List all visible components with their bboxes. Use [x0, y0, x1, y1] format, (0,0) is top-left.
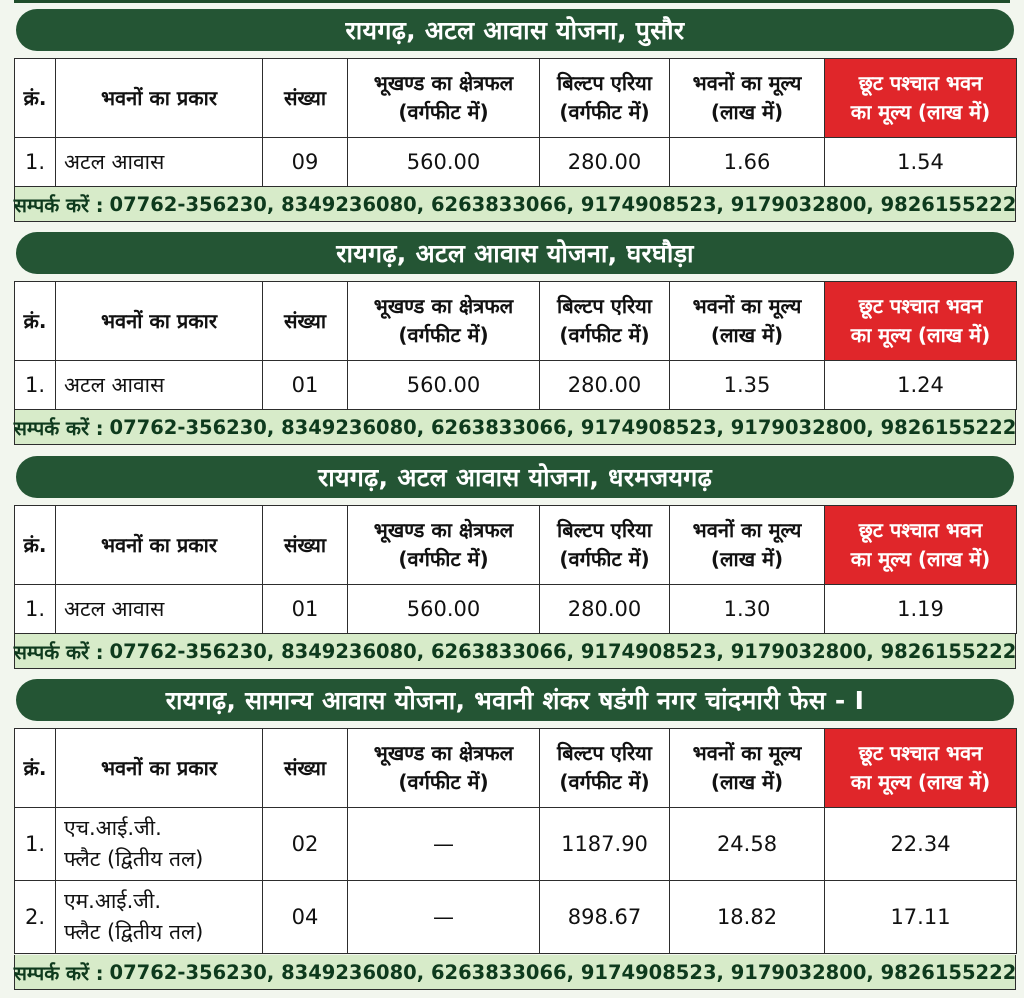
header-builtup — [540, 282, 670, 361]
header-discount-price — [825, 506, 1017, 585]
header-builtup-line2: (वर्गफीट में) — [559, 547, 650, 571]
header-discount-line2: का मूल्य (लाख में) — [850, 100, 991, 124]
table-row — [15, 138, 1017, 187]
header-type: भवनों का प्रकार — [56, 729, 263, 808]
header-builtup-line1: बिल्टप एरिया — [557, 294, 652, 318]
table-row — [15, 808, 1017, 881]
contact-bar — [14, 187, 1016, 222]
table-header-row — [15, 729, 1017, 808]
header-type: भवनों का प्रकार — [56, 59, 263, 138]
cell-type-line2: फ्लैट (द्वितीय तल) — [64, 847, 204, 871]
contact-bar — [14, 410, 1016, 445]
contact-bar — [14, 955, 1016, 990]
cell-plot-area: — — [348, 881, 540, 954]
header-price-line1: भवनों का मूल्य — [692, 741, 802, 765]
header-discount-line1: छूट पश्चात भवन — [858, 741, 983, 765]
section-title: रायगढ़, अटल आवास योजना, धरमजयगढ़ — [16, 456, 1014, 498]
header-discount-line1: छूट पश्चात भवन — [858, 518, 983, 542]
contact-numbers: 07762-356230, 8349236080, 6263833066, 9174908523, 9179032800, 9826155222 — [109, 960, 1017, 984]
section-title: रायगढ़, अटल आवास योजना, पुसौर — [16, 9, 1014, 51]
header-plot-area-line1: भूखण्ड का क्षेत्रफल — [373, 741, 514, 765]
header-type: भवनों का प्रकार — [56, 282, 263, 361]
cell-plot-area: 560.00 — [348, 138, 540, 187]
cell-builtup: 280.00 — [540, 585, 670, 634]
cell-type: अटल आवास — [56, 138, 263, 187]
table-row — [15, 881, 1017, 954]
cell-builtup: 280.00 — [540, 138, 670, 187]
header-plot-area — [348, 282, 540, 361]
contact-label: सम्पर्क करें : — [13, 416, 104, 440]
header-plot-area-line1: भूखण्ड का क्षेत्रफल — [373, 294, 514, 318]
cell-type: अटल आवास — [56, 585, 263, 634]
header-plot-area-line2: (वर्गफीट में) — [398, 770, 489, 794]
header-plot-area — [348, 729, 540, 808]
header-plot-area-line2: (वर्गफीट में) — [398, 100, 489, 124]
cell-sno: 1. — [15, 585, 56, 634]
header-sno: क्रं. — [15, 506, 56, 585]
header-discount-price — [825, 282, 1017, 361]
contact-label: सम्पर्क करें : — [13, 640, 104, 664]
contact-label: सम्पर्क करें : — [13, 193, 104, 217]
header-price — [670, 729, 825, 808]
table-row — [15, 361, 1017, 410]
header-builtup — [540, 506, 670, 585]
contact-numbers: 07762-356230, 8349236080, 6263833066, 9174908523, 9179032800, 9826155222 — [109, 639, 1017, 663]
cell-discount-price: 1.54 — [825, 138, 1017, 187]
cell-count: 01 — [263, 361, 348, 410]
cell-type-line1: एम.आई.जी. — [64, 889, 161, 913]
cell-price: 1.66 — [670, 138, 825, 187]
header-plot-area-line1: भूखण्ड का क्षेत्रफल — [373, 71, 514, 95]
header-builtup-line2: (वर्गफीट में) — [559, 323, 650, 347]
cell-count: 02 — [263, 808, 348, 881]
price-table — [14, 728, 1017, 954]
header-discount-line1: छूट पश्चात भवन — [858, 294, 983, 318]
cell-sno: 1. — [15, 361, 56, 410]
header-price-line2: (लाख में) — [710, 323, 784, 347]
contact-label: सम्पर्क करें : — [13, 961, 104, 985]
header-count: संख्या — [263, 506, 348, 585]
cell-price: 1.30 — [670, 585, 825, 634]
cell-type: अटल आवास — [56, 361, 263, 410]
cell-type — [56, 881, 263, 954]
cell-plot-area: 560.00 — [348, 361, 540, 410]
cell-sno: 1. — [15, 808, 56, 881]
table-header-row — [15, 506, 1017, 585]
header-price — [670, 506, 825, 585]
header-count: संख्या — [263, 59, 348, 138]
contact-bar — [14, 634, 1016, 669]
header-plot-area-line2: (वर्गफीट में) — [398, 547, 489, 571]
cell-sno: 1. — [15, 138, 56, 187]
cell-price: 18.82 — [670, 881, 825, 954]
price-table — [14, 281, 1017, 410]
header-sno: क्रं. — [15, 729, 56, 808]
cell-sno: 2. — [15, 881, 56, 954]
cell-count: 09 — [263, 138, 348, 187]
header-price-line2: (लाख में) — [710, 770, 784, 794]
cell-type-line2: फ्लैट (द्वितीय तल) — [64, 920, 204, 944]
header-plot-area-line1: भूखण्ड का क्षेत्रफल — [373, 518, 514, 542]
table-header-row — [15, 282, 1017, 361]
header-discount-price — [825, 729, 1017, 808]
cell-plot-area: 560.00 — [348, 585, 540, 634]
cell-count: 04 — [263, 881, 348, 954]
cell-plot-area: — — [348, 808, 540, 881]
header-builtup-line2: (वर्गफीट में) — [559, 100, 650, 124]
header-price-line1: भवनों का मूल्य — [692, 294, 802, 318]
header-type: भवनों का प्रकार — [56, 506, 263, 585]
header-plot-area — [348, 59, 540, 138]
header-discount-line2: का मूल्य (लाख में) — [850, 770, 991, 794]
contact-numbers: 07762-356230, 8349236080, 6263833066, 9174908523, 9179032800, 9826155222 — [109, 192, 1017, 216]
header-price — [670, 282, 825, 361]
cell-discount-price: 1.19 — [825, 585, 1017, 634]
header-builtup-line1: बिल्टप एरिया — [557, 71, 652, 95]
cell-count: 01 — [263, 585, 348, 634]
section-title: रायगढ़, अटल आवास योजना, घरघौड़ा — [16, 232, 1014, 274]
header-price-line1: भवनों का मूल्य — [692, 518, 802, 542]
header-price-line2: (लाख में) — [710, 100, 784, 124]
header-builtup — [540, 59, 670, 138]
header-builtup-line1: बिल्टप एरिया — [557, 518, 652, 542]
table-row — [15, 585, 1017, 634]
price-table — [14, 58, 1017, 187]
header-price-line2: (लाख में) — [710, 547, 784, 571]
top-border — [14, 0, 1010, 3]
contact-numbers: 07762-356230, 8349236080, 6263833066, 9174908523, 9179032800, 9826155222 — [109, 415, 1017, 439]
header-count: संख्या — [263, 282, 348, 361]
cell-builtup: 1187.90 — [540, 808, 670, 881]
cell-builtup: 898.67 — [540, 881, 670, 954]
header-builtup — [540, 729, 670, 808]
cell-type-line1: एच.आई.जी. — [64, 816, 162, 840]
cell-builtup: 280.00 — [540, 361, 670, 410]
header-plot-area-line2: (वर्गफीट में) — [398, 323, 489, 347]
header-builtup-line2: (वर्गफीट में) — [559, 770, 650, 794]
table-header-row — [15, 59, 1017, 138]
header-discount-line2: का मूल्य (लाख में) — [850, 547, 991, 571]
header-price — [670, 59, 825, 138]
header-plot-area — [348, 506, 540, 585]
header-price-line1: भवनों का मूल्य — [692, 71, 802, 95]
cell-type — [56, 808, 263, 881]
header-discount-line1: छूट पश्चात भवन — [858, 71, 983, 95]
section-title: रायगढ़, सामान्य आवास योजना, भवानी शंकर षडंगी नगर चांदमारी फेस - I — [16, 679, 1014, 721]
header-count: संख्या — [263, 729, 348, 808]
header-sno: क्रं. — [15, 59, 56, 138]
cell-price: 1.35 — [670, 361, 825, 410]
cell-price: 24.58 — [670, 808, 825, 881]
header-sno: क्रं. — [15, 282, 56, 361]
cell-discount-price: 17.11 — [825, 881, 1017, 954]
header-discount-price — [825, 59, 1017, 138]
header-builtup-line1: बिल्टप एरिया — [557, 741, 652, 765]
cell-discount-price: 22.34 — [825, 808, 1017, 881]
price-table — [14, 505, 1017, 634]
header-discount-line2: का मूल्य (लाख में) — [850, 323, 991, 347]
cell-discount-price: 1.24 — [825, 361, 1017, 410]
